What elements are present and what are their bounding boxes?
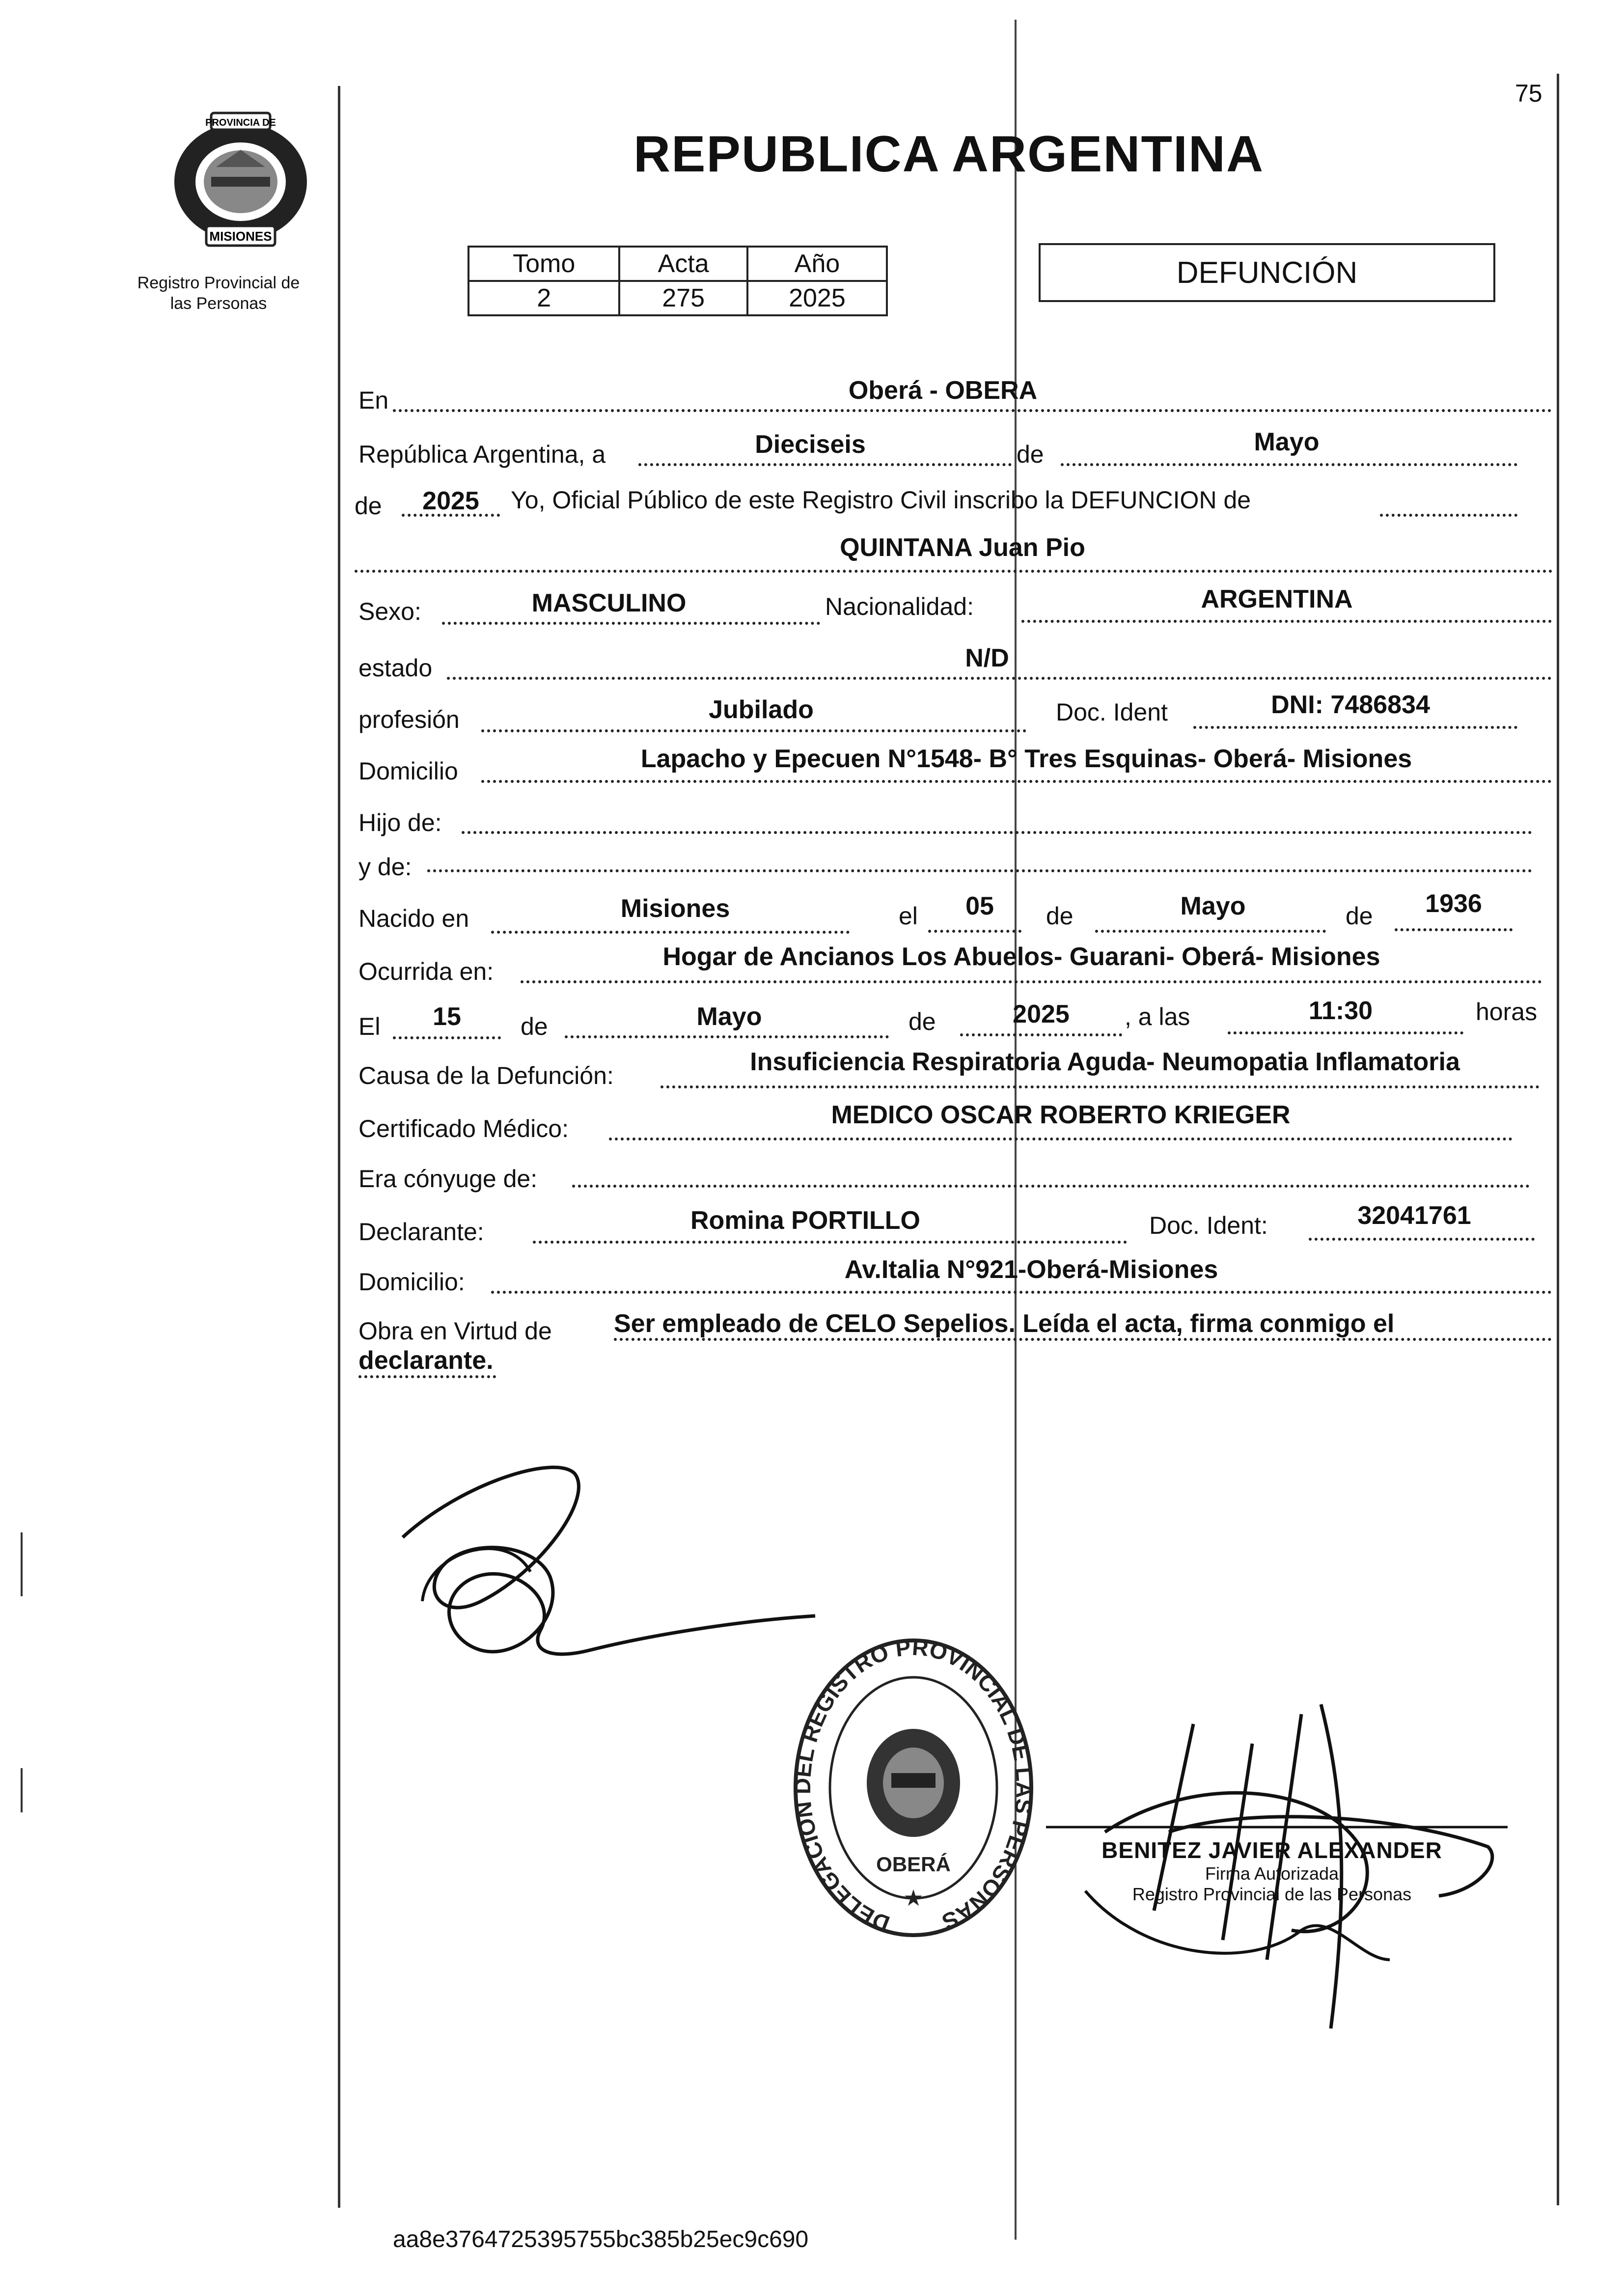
nacionalidad-label: Nacionalidad: (825, 593, 974, 620)
logo-ring-text-bottom: MISIONES (209, 229, 272, 244)
causa-label: Causa de la Defunción: (358, 1062, 614, 1089)
profesion-value: Jubilado (709, 695, 814, 724)
domicilio-value: Lapacho y Epecuen N°1548- B° Tres Esquinas- Oberá- Misiones (640, 745, 1412, 773)
logo-ring-text-top: PROVINCIA DE (205, 117, 276, 128)
doc-ident-value: DNI: 7486834 (1271, 691, 1430, 719)
decl-doc-ident-value: 32041761 (1357, 1201, 1471, 1230)
death-time-dotted-line (1228, 1031, 1463, 1034)
document-hash: aa8e3764725395755bc385b25ec9c690 (393, 2226, 809, 2252)
el2-label: El (358, 1013, 381, 1040)
official-name: BENITEZ JAVIER ALEXANDER (1101, 1837, 1442, 1863)
birth-day-value: 05 (965, 892, 994, 920)
causa-value: Insuficiencia Respiratoria Aguda- Neumopatia Inflamatoria (750, 1048, 1460, 1076)
estado-label: estado (358, 654, 433, 682)
declarant-signature (393, 1454, 835, 1680)
nacido-label: Nacido en (358, 905, 469, 932)
declarante-label: Declarante: (358, 1218, 484, 1246)
de4-label: de (1346, 902, 1373, 930)
nacionalidad-dotted-line (1021, 620, 1552, 623)
declarante-dotted-line (533, 1241, 1127, 1244)
scan-mark (21, 1532, 23, 1596)
registry-line-1: Registro Provincial de (137, 274, 300, 292)
decl-doc-ident-label: Doc. Ident: (1149, 1212, 1268, 1239)
domicilio-dotted-line (481, 780, 1552, 783)
certificado-value: MEDICO OSCAR ROBERTO KRIEGER (831, 1101, 1291, 1129)
sexo-value: MASCULINO (531, 589, 687, 617)
birth-month-dotted-line (1095, 930, 1326, 933)
statement-text: Yo, Oficial Público de este Registro Civil inscribo la DEFUNCION de (511, 486, 1251, 514)
yde-label: y de: (358, 853, 412, 881)
seal-ring-text: DELEGACION DEL REGISTRO PROVINCIAL DE LAS PERSONAS (789, 1634, 1038, 1937)
ocurrida-dotted-line (521, 980, 1542, 983)
obra-value-line-1: Ser empleado de CELO Sepelios. Leída el acta, firma conmigo el (614, 1309, 1395, 1338)
death-year-value: 2025 (1013, 1000, 1070, 1028)
certificado-dotted-line (609, 1138, 1513, 1140)
seal-city-text: OBERÁ (876, 1853, 951, 1876)
registry-caption (123, 273, 314, 314)
alas-label: , a las (1125, 1003, 1190, 1030)
death-month-value: Mayo (696, 1002, 762, 1031)
estado-value: N/D (965, 644, 1009, 672)
en-value: Oberá - OBERA (848, 376, 1038, 405)
page-number: 75 (1515, 80, 1542, 107)
doc-ident-label: Doc. Ident (1056, 698, 1168, 726)
left-border-line (338, 86, 340, 2208)
nacionalidad-value: ARGENTINA (1201, 585, 1353, 613)
death-month-dotted-line (565, 1035, 889, 1038)
horas-label: horas (1476, 998, 1538, 1026)
death-day-dotted-line (393, 1036, 501, 1039)
obra-dotted-line (614, 1338, 1552, 1341)
misiones-coat-of-arms-logo (157, 103, 324, 255)
official-org: Registro Provincial de las Personas (1132, 1884, 1412, 1904)
obra-dotted-line-2 (358, 1375, 496, 1378)
de2-label: de (355, 492, 382, 520)
acta-header: Acta (619, 247, 747, 281)
profesion-dotted-line (481, 729, 1026, 732)
hijo-label: Hijo de: (358, 809, 442, 836)
de3-label: de (1046, 902, 1073, 930)
decl-domicilio-label: Domicilio: (358, 1268, 465, 1296)
ocurrida-value: Hogar de Ancianos Los Abuelos- Guarani- Oberá- Misiones (662, 943, 1380, 971)
death-day-value: 15 (433, 1002, 461, 1031)
declarante-value: Romina PORTILLO (690, 1206, 920, 1235)
year-value: 2025 (422, 487, 479, 515)
sexo-label: Sexo: (358, 598, 421, 625)
nacido-value: Misiones (620, 894, 730, 923)
month-value: Mayo (1254, 428, 1320, 456)
nacido-dotted-line (491, 931, 850, 934)
hijo-dotted-line (462, 831, 1532, 834)
de-label: de (1017, 441, 1044, 468)
obra-value-line-2: declarante. (358, 1346, 494, 1375)
birth-month-value: Mayo (1180, 892, 1246, 920)
document-type-box (1039, 243, 1495, 302)
anio-header: Año (747, 247, 887, 281)
conyuge-dotted-line (572, 1185, 1530, 1188)
estado-dotted-line (447, 677, 1552, 680)
decl-domicilio-value: Av.Italia N°921-Oberá-Misiones (844, 1255, 1218, 1284)
birth-year-dotted-line (1395, 928, 1513, 931)
de5-label: de (521, 1013, 548, 1040)
decl-domicilio-dotted-line (491, 1291, 1552, 1294)
causa-dotted-line (661, 1085, 1540, 1088)
acta-value: 275 (619, 281, 747, 315)
document-title: REPUBLICA ARGENTINA (633, 126, 1265, 183)
de6-label: de (908, 1008, 936, 1035)
statement-dotted-line (1380, 514, 1517, 517)
death-time-value: 11:30 (1308, 997, 1373, 1025)
scan-mark (21, 1768, 23, 1812)
tomo-header: Tomo (468, 247, 619, 281)
certificado-label: Certificado Médico: (358, 1115, 569, 1142)
registry-delegation-seal (786, 1631, 1041, 1945)
registry-line-2: las Personas (170, 294, 267, 313)
doc-ident-dotted-line (1193, 726, 1517, 729)
deceased-name-value: QUINTANA Juan Pio (840, 533, 1085, 562)
day-words-dotted-line (638, 463, 1012, 466)
death-year-dotted-line (960, 1033, 1122, 1036)
document-type: DEFUNCIÓN (1176, 255, 1358, 290)
domicilio-label: Domicilio (358, 757, 458, 785)
tomo-value: 2 (468, 281, 619, 315)
birth-day-dotted-line (928, 930, 1021, 933)
yde-dotted-line (427, 869, 1532, 872)
ocurrida-label: Ocurrida en: (358, 958, 494, 985)
official-role: Firma Autorizada (1205, 1863, 1339, 1884)
conyuge-label: Era cónyuge de: (358, 1165, 538, 1193)
day-words-value: Dieciseis (755, 430, 866, 459)
en-label: En (358, 387, 389, 414)
birth-year-value: 1936 (1425, 889, 1482, 918)
month-dotted-line (1061, 463, 1517, 466)
seal-star-icon: ★ (903, 1885, 924, 1911)
decl-doc-ident-dotted-line (1309, 1238, 1535, 1241)
en-dotted-line (393, 409, 1552, 412)
official-name-stamp (1100, 1837, 1444, 1905)
sexo-dotted-line (442, 622, 820, 625)
republica-label: República Argentina, a (358, 441, 606, 468)
anio-value: 2025 (747, 281, 887, 315)
el-label: el (899, 902, 918, 930)
profesion-label: profesión (358, 706, 460, 733)
obra-label: Obra en Virtud de (358, 1317, 552, 1345)
deceased-name-dotted-line (355, 570, 1553, 573)
act-reference-table (468, 246, 888, 316)
